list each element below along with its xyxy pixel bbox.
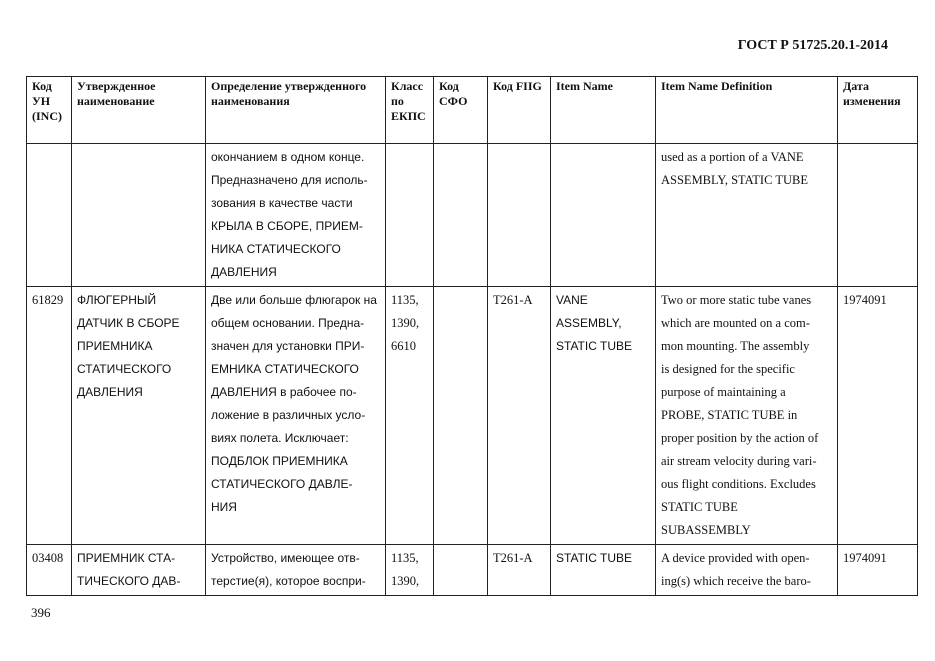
cell-date: 1974091 — [838, 545, 918, 596]
cell-sfo — [434, 144, 488, 287]
cell-inc: 61829 — [27, 287, 72, 545]
table-row — [27, 545, 918, 596]
table-row — [27, 287, 918, 545]
cell-class: 1135, 1390, 6610 — [386, 287, 434, 545]
cell-item-definition: Two or more static tube vanes which are mounted on a com- mon mounting. The assembly is designed for the specific purpose of maintaining a PROBE, STATIC TUBE in proper position by the action of air stream velocity during vari- ous flight conditions. Excludes STATIC TUBE SUBASSEMBLY — [656, 287, 838, 545]
cell-approved-name: ПРИЕМНИК СТА- ТИЧЕСКОГО ДАВ- — [72, 545, 206, 596]
col-header-inc: Код УН (INC) — [27, 77, 72, 144]
cell-item-name: VANE ASSEMBLY, STATIC TUBE — [551, 287, 656, 545]
col-header-item-name: Item Name — [551, 77, 656, 144]
cell-approved-name: ФЛЮГЕРНЫЙ ДАТЧИК В СБОРЕ ПРИЕМНИКА СТАТИЧЕСКОГО ДАВЛЕНИЯ — [72, 287, 206, 545]
table-row — [27, 144, 918, 287]
col-header-fiig: Код FIIG — [488, 77, 551, 144]
cell-class — [386, 144, 434, 287]
col-header-item-definition: Item Name Definition — [656, 77, 838, 144]
col-header-approved-name: Утвержденное наименование — [72, 77, 206, 144]
cell-definition: Устройство, имеющее отв- терстие(я), которое воспри- — [206, 545, 386, 596]
cell-definition: Две или больше флюгарок на общем основании. Предна- значен для установки ПРИ- ЕМНИКА СТАТИЧЕСКОГО ДАВЛЕНИЯ в рабочее по- ложение в различных усло- виях полета. Исключает: ПОДБЛОК ПРИЕМНИКА СТАТИЧЕСКОГО ДАВЛЕ- НИЯ — [206, 287, 386, 545]
cell-fiig — [488, 144, 551, 287]
cell-date: 1974091 — [838, 287, 918, 545]
cell-class: 1135, 1390, — [386, 545, 434, 596]
nomenclature-table — [26, 76, 918, 596]
cell-inc — [27, 144, 72, 287]
cell-definition: окончанием в одном конце. Предназначено для исполь- зования в качестве части КРЫЛА В СБОРЕ, ПРИЕМ- НИКА СТАТИЧЕСКОГО ДАВЛЕНИЯ — [206, 144, 386, 287]
document-code: ГОСТ Р 51725.20.1-2014 — [737, 38, 888, 53]
cell-fiig: T261-A — [488, 545, 551, 596]
cell-item-name: STATIC TUBE — [551, 545, 656, 596]
cell-item-definition: used as a portion of a VANE ASSEMBLY, STATIC TUBE — [656, 144, 838, 287]
cell-item-name — [551, 144, 656, 287]
col-header-sfo: Код СФО — [434, 77, 488, 144]
col-header-date: Дата изменения — [838, 77, 918, 144]
cell-approved-name — [72, 144, 206, 287]
cell-fiig: T261-A — [488, 287, 551, 545]
cell-item-definition: A device provided with open- ing(s) which receive the baro- — [656, 545, 838, 596]
cell-date — [838, 144, 918, 287]
cell-inc: 03408 — [27, 545, 72, 596]
page-number: 396 — [31, 605, 51, 620]
cell-sfo — [434, 287, 488, 545]
table-header-row — [27, 77, 918, 144]
col-header-class: Класс по ЕКПС — [386, 77, 434, 144]
col-header-definition: Определение утвержденного наименования — [206, 77, 386, 144]
cell-sfo — [434, 545, 488, 596]
